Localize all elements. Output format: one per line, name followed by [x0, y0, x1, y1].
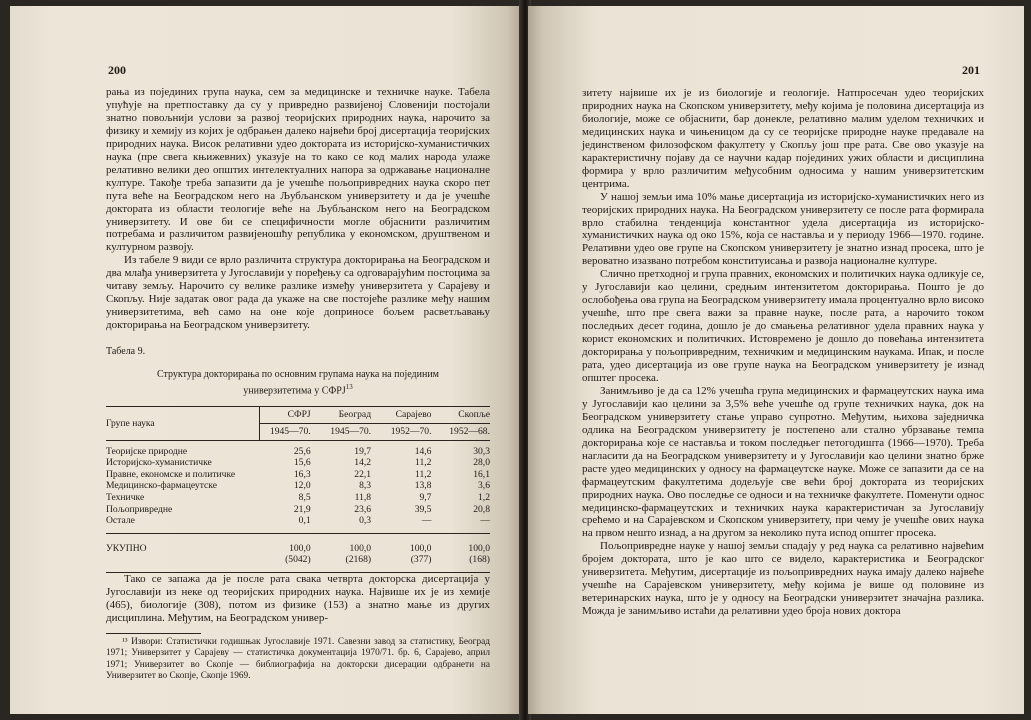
table-label: Табела 9. [106, 346, 146, 358]
paragraph: Занимљиво је да са 12% учешћа група медицинских и фармацеутских наука има у Југославији као целини за 3,5% веће учешће од групе техничких наука, док на Београдском универзитету стање управо супротно. Међутим, њихова заједничка одлика на Београдском универзитету је постепено али стално убрзавање темпа докторирања које се наставља и током последњег петогодишта (1966—1970). Треба нагласити да на Београдском универзитету и у Југославији као целини знатно брже расте удео медицинских у односу на фармацеутске науке. Може се запазити да се на фармацеутским факултетима додељује све већи број доктората из теоријских природних наука. Ово последње се односи и на техничке факултете. Поменути однос медицинско-фармацеутских и техничких наука карактеристичан за Југославију срећемо и на Сарајевском и Скопском универзитету, при чему је учешће ових наука на првом нешто изнад, а на другом за неколико пута испод општег просека. [582, 384, 984, 540]
left-page [10, 6, 522, 714]
row-label: Теоријске природне [106, 445, 188, 457]
paragraph: зитету највише их је из биологије и геологије. Натпросечан удео теоријских природних наука на Скопском универзитету, међу којима је половина дисертација из биологије, може се објаснити, бар донекле, релативно малим уделом техничких и медицинских наука и чињеницом да су се теоријске природне науке предавале на јединственом филозофском факултету у Скопљу још пре рата. Све ово указује на карактеристичну појаву да се научни кадар појединих ужих области и дисциплина формира у врло различитим међусобним односима у нашим универзитетским центрима. [582, 87, 984, 190]
total-count: (2168) [345, 554, 372, 566]
paragraph: Пољопривредне науке у нашој земљи спадају у ред наука са релативно највећим бројем доктората, што је као што се видело, карактеристика и Београдског универзитета. Међутим, дисертације из пољопривредних наука имају далеко највеће учешће на Сарајевском универзитету, међу којима је више од половине из ветеринарских наука, што је у односу на Београдски универзитет значајна разлика. Можда је занимљиво истаћи да релативни удео броја нових доктора [582, 540, 984, 618]
cell: 0,3 [359, 515, 372, 527]
left-page-body [106, 86, 490, 682]
cell: 20,8 [473, 503, 490, 515]
row-label: Остале [106, 515, 135, 527]
cell: 13,8 [414, 480, 432, 492]
cell: 28,0 [473, 457, 490, 469]
paragraph: Слично претходној и група правних, економских и политичких наука одликује се, у Југославији као целини, средњим интензитетом докторирања. Пошто је до ослобођења ова група на Београдском универзитету имала процентуално врло високо учешће, што пре свега важи за правне науке, после рата, а нарочито током последњих десет година, дошло је до смањења релативног удела правних наука у корист економских и политичких. Истовремено је дошло до повећања интензитета докторирања у пољопривредним, техничким и медицинским наукама. Ипак, и после рата, удео дисертација из ове групе наука на Београдском универзитету је изнад општег просека. [582, 268, 984, 384]
table-row [106, 469, 490, 481]
row-label: УКУПНО [106, 533, 260, 566]
cell: 25,6 [293, 445, 311, 457]
cell: 21,9 [293, 503, 311, 515]
total-count: (5042) [285, 554, 311, 566]
table-row [106, 480, 490, 492]
column-header-groups: Групе наука [106, 407, 260, 440]
cell [321, 533, 381, 566]
table-row [106, 515, 490, 527]
cell: 39,5 [414, 503, 432, 515]
cell: 11,2 [415, 457, 432, 469]
column-header: Скопље [441, 407, 490, 424]
cell: 23,6 [354, 503, 372, 515]
total-percent: 100,0 [289, 542, 311, 554]
row-label: Правне, економске и политичке [106, 468, 236, 480]
total-count: (168) [469, 554, 490, 566]
cell [260, 533, 321, 566]
table-row [106, 446, 490, 458]
table-title [106, 369, 490, 397]
table-total-row [106, 533, 490, 566]
page-number: 201 [962, 63, 980, 77]
table-row [106, 504, 490, 516]
paragraph: Тако се запажа да је после рата свака четврта докторска дисертација у Југославији из неке од теоријских природних наука. Највише их је из хемије (465), биологије (308), потом из физике (153) а знатно мање из других дисциплина. Међутим, на Београдском универ- [106, 572, 490, 624]
paragraph: У нашој земљи има 10% мање дисертација из историјско-хуманистичких него из теоријских природних наука. На Београдском универзитету се после рата формирала врло стабилна тенденција константног удела дисертација из историјско-хуманистичких наука од око 15%, која се наставља и у периоду 1966—1970. године. Релативни удео ове групе на Скопском универзитету је знатно изнад просека, што је вероватно изазвано потребом конституисања и развоја националне културе. [582, 190, 984, 268]
total-percent: 100,0 [349, 542, 372, 554]
cell: 11,2 [415, 468, 432, 480]
cell: 16,3 [293, 468, 311, 480]
cell: 14,2 [354, 457, 372, 469]
cell: 3,6 [478, 480, 490, 492]
cell: 19,7 [354, 445, 372, 457]
footnote: ¹³ Извори: Статистички годишњак Југославије 1971. Савезни завод за статистику, Београд 1971; Универзитет у Сарајеву — статистичка документација 1970/71. бр. 6, Сарајево, април 1971; Универзитет во Скопје — библиографија на докторски дисерации одбранети на Универзитет во Скопје, Скопје 1969. [106, 636, 490, 681]
right-page-body [582, 87, 984, 618]
cell: 1,2 [478, 491, 490, 503]
column-period: 1952—68. [449, 425, 490, 437]
footnote-rule [106, 633, 201, 634]
cell [441, 533, 490, 566]
cell: 11,8 [354, 491, 372, 503]
column-period: 1952—70. [390, 425, 432, 437]
row-label: Пољопривредне [106, 503, 173, 515]
table-title-line: Структура докторирања по основним групама наука на појединим [156, 369, 440, 381]
column-period: 1945—70. [269, 425, 311, 437]
total-count: (377) [410, 554, 432, 566]
paragraph: рања из појединих група наука, сем за медицинске и техничке науке. Табела упућује на претпоставку да су у привредно развијеној Словенији постојали знатно повољнији услови за развој теоријских природних наука, нарочито за физику и хемију из којих је одбрањен далеко највећи број дисертација теоријских природних наука. Висок релативни удео доктората из историјско-хуманистичких наука (пре свега књижевних) указује на то како се код малих народа улаже релативно велики део општих интелектуалних напора за одржавање националне културе. Такође треба запазити да је учешће пољопривредних наука скоро пет пута веће на Београдском него на Љубљанском универзитету и да је учешће доктората из области теологије веће на Љубљанском него на Београдском универзитету. И ове би се специфичности могле објаснити различитим потребама и различитом развијеношћу република у економском, друштвеном и културном развоју. [106, 86, 490, 254]
cell: 9,7 [419, 491, 432, 503]
footnote-marker: 13 [345, 383, 353, 392]
right-page [528, 6, 1024, 714]
total-percent: 100,0 [409, 542, 432, 554]
doctorate-structure-table [106, 406, 490, 573]
cell: 12,0 [293, 480, 311, 492]
table-row [106, 492, 490, 504]
row-label: Историјско-хуманистичке [106, 457, 212, 469]
column-header: СФРЈ [260, 407, 321, 424]
cell: 0,1 [298, 515, 311, 527]
row-label: Техничке [106, 491, 145, 503]
cell: — [480, 515, 490, 527]
table-row [106, 457, 490, 469]
cell: 8,5 [298, 491, 311, 503]
cell: 15,6 [293, 457, 311, 469]
cell: — [421, 515, 432, 527]
column-period: 1945—70. [330, 425, 372, 437]
cell: 8,3 [359, 480, 372, 492]
column-header: Сарајево [381, 407, 441, 424]
row-label: Медицинско-фармацеутске [106, 480, 217, 492]
cell: 16,1 [473, 468, 490, 480]
cell: 14,6 [414, 445, 432, 457]
cell: 30,3 [473, 445, 490, 457]
paragraph: Из табеле 9 види се врло различита структура докторирања на Београдском и два млађа универзитета у Југославији у поређењу са одговарајућим постоцима за читаву земљу. Нарочито су велике разлике између универзитета у Сарајеву и Скопљу. Није задатак овог рада да укаже на све постојеће разлике међу нашим универзитетима, већ само на оне које доприносе бољем расветљавању докторирања на Београдском универзитету. [106, 254, 490, 332]
cell: 22,1 [354, 468, 372, 480]
column-header: Београд [321, 407, 381, 424]
cell [381, 533, 441, 566]
total-percent: 100,0 [468, 542, 490, 554]
table-title-line: универзитетима у СФРЈ [243, 385, 346, 397]
page-number: 200 [108, 63, 126, 77]
